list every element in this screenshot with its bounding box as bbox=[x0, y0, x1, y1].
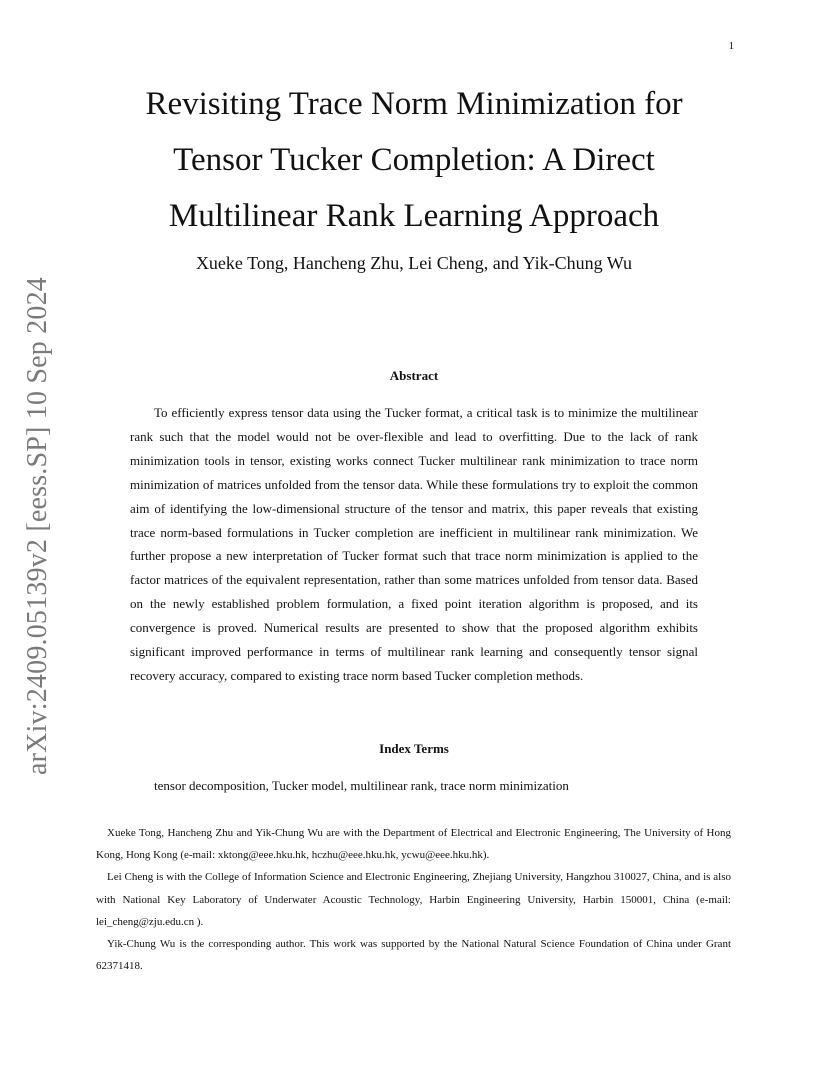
title-line: Multilinear Rank Learning Approach bbox=[168, 198, 660, 234]
author-list: Xueke Tong, Hancheng Zhu, Lei Cheng, and Yik-Chung Wu bbox=[195, 253, 633, 273]
index-terms-body: tensor decomposition, Tucker model, multilinear rank, trace norm minimization bbox=[154, 778, 569, 793]
abstract-body: To efficiently express tensor data using the Tucker format, a critical task is to minimize the multilinear rank such that the model would not be over-flexible and lead to overfitting. Due to the lack of rank minimization tools in tensor, existing works connect Tucker multilinear rank minimization to trace norm minimization of matrices unfolded from the tensor data. While these formulations try to exploit the common aim of identifying the low-dimensional structure of the tensor and matrix, this paper reveals that existing trace norm-based formulations in Tucker completion are inefficient in multilinear rank minimization. We further propose a new interpretation of Tucker format such that trace norm minimization is applied to the factor matrices of the equivalent representation, rather than some matrices unfolded from tensor data. Based on the newly established problem formulation, a fixed point iteration algorithm is proposed, and its convergence is proved. Numerical results are presented to show that the proposed algorithm exhibits significant improved performance in terms of multilinear rank learning and consequently tensor signal recovery accuracy, compared to existing trace norm based Tucker completion methods. bbox=[130, 405, 698, 683]
title-line: Tensor Tucker Completion: A Direct bbox=[173, 142, 655, 178]
title-line: Revisiting Trace Norm Minimization for bbox=[145, 86, 683, 122]
paper-title bbox=[110, 76, 718, 244]
abstract-heading: Abstract bbox=[389, 368, 439, 383]
footnote-affiliation-zju: Lei Cheng is with the College of Information Science and Electronic Engineering, Zhejiang University, Hangzhou 310027, China, and is also with National Key Laboratory of Underwater Acoustic Technology, Harbin Engineering University, Harbin 150001, China (e-mail: lei_cheng@zju.edu.cn ). bbox=[96, 871, 731, 928]
arxiv-side-label: arXiv:2409.05139v2 [eess.SP] 10 Sep 2024 bbox=[22, 277, 53, 775]
footnotes bbox=[96, 822, 731, 977]
footnote-funding: Yik-Chung Wu is the corresponding author. This work was supported by the National Natural Science Foundation of China under Grant 62371418. bbox=[96, 938, 731, 973]
page-number: 1 bbox=[728, 40, 734, 52]
footnote-affiliation-hku: Xueke Tong, Hancheng Zhu and Yik-Chung Wu are with the Department of Electrical and Electronic Engineering, The University of Hong Kong, Hong Kong (e-mail: xktong@eee.hku.hk, hczhu@eee.hku.hk, ycwu@eee.hku.hk). bbox=[96, 827, 731, 862]
index-terms-heading: Index Terms bbox=[379, 741, 449, 756]
